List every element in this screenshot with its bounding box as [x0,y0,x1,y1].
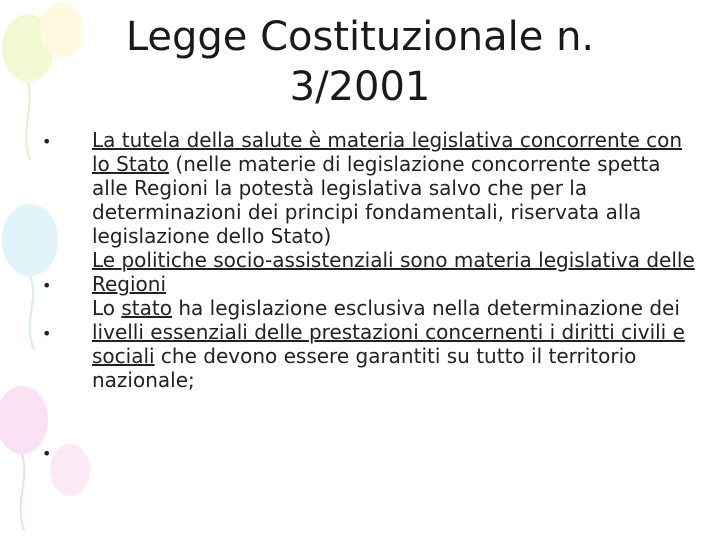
bullet-marker-4: • [42,444,52,463]
bullet-marker-2: • [42,276,52,295]
bullet-1-text: (nelle materie di legislazione concorrente spetta alle Regioni la potestà legislativa salvo che per la determinazioni dei principi fondamentali, riservata alla legislazione dello Stato) [92,152,661,248]
bullet-item-3 [92,296,702,392]
bullet-item-1 [92,128,702,248]
bullet-3-text-b: ha legislazione esclusiva nella determinazione dei [172,296,680,320]
slide-title-line-2: 3/2001 [289,64,431,110]
bullet-1-underlined-text: La tutela della salute è materia legislativa concorrente con lo Stato [92,128,683,176]
slide-title [60,12,660,112]
bullet-2-underlined-text: Le politiche socio-assistenziali sono materia legislativa delle Regioni [92,248,695,296]
bullet-3-underlined-stato: stato [121,296,172,320]
slide-title-line-1: Legge Costituzionale n. [125,14,595,60]
bullet-3-underlined-livelli: livelli essenziali delle prestazioni concernenti i diritti civili e sociali [92,320,685,368]
bullet-marker-3: • [42,324,52,343]
bullet-3-text-c: che devono essere garantiti su tutto il territorio nazionale; [92,344,637,392]
bullet-3-text-a: Lo [92,296,122,320]
bullet-item-2 [92,248,702,296]
bullet-marker-1: • [42,132,52,151]
bullet-list [92,128,702,392]
